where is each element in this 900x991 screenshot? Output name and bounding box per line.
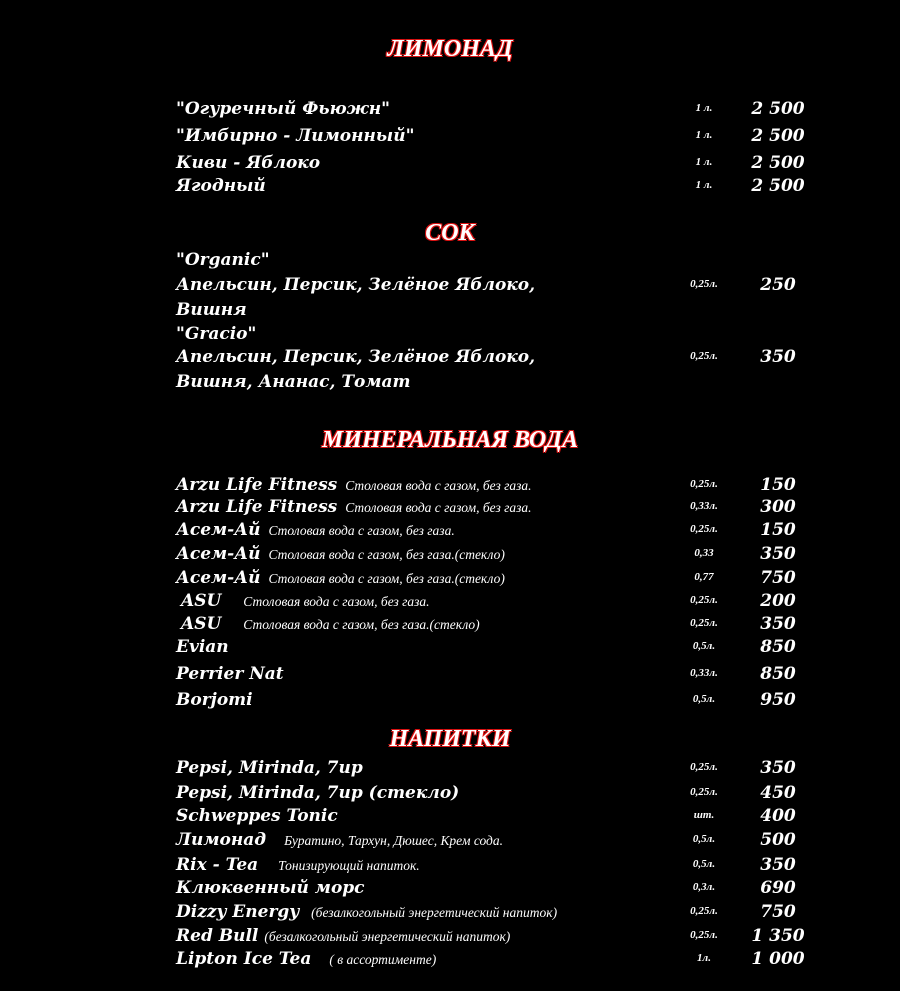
item-name: Arzu Life Fitness bbox=[176, 475, 338, 495]
item-volume: 0,5л. bbox=[692, 858, 716, 870]
juice-brand-name: "Gracio" bbox=[176, 324, 257, 344]
item-price: 750 bbox=[760, 568, 796, 588]
item-price: 350 bbox=[760, 855, 796, 875]
item-price: 350 bbox=[760, 758, 796, 778]
menu-row bbox=[0, 126, 900, 150]
juice-brand-organic bbox=[0, 250, 900, 274]
item-description: Столовая вода с газом, без газа. bbox=[268, 523, 455, 538]
item-name: Rix - Tea bbox=[176, 855, 259, 875]
juice-flavors: Вишня, Ананас, Томат bbox=[176, 372, 411, 392]
item-name: Pepsi, Mirinda, 7up bbox=[176, 758, 363, 778]
menu-row bbox=[0, 690, 900, 714]
menu-row bbox=[0, 520, 900, 544]
item-name: Асем-Ай bbox=[176, 520, 261, 540]
menu-row bbox=[0, 758, 900, 782]
menu-row bbox=[0, 902, 900, 926]
item-name: Borjomi bbox=[176, 690, 253, 710]
item-price: 750 bbox=[760, 902, 796, 922]
item-name: Arzu Life Fitness bbox=[176, 497, 338, 517]
item-volume: 0,33л. bbox=[690, 667, 718, 679]
item-description: Тонизирующий напиток. bbox=[278, 858, 420, 873]
item-volume: 0,33л. bbox=[690, 500, 718, 512]
item-name: Schweppes Tonic bbox=[176, 806, 338, 826]
juice-flavors: Апельсин, Персик, Зелёное Яблоко, bbox=[176, 347, 536, 367]
item-name: ASU bbox=[181, 591, 222, 611]
item-volume: 1л. bbox=[697, 952, 711, 964]
item-price: 2 500 bbox=[751, 126, 805, 146]
item-price: 1 000 bbox=[751, 949, 805, 969]
juice-flavors: Апельсин, Персик, Зелёное Яблоко, bbox=[176, 275, 536, 295]
item-description: Столовая вода с газом, без газа.(стекло) bbox=[268, 547, 505, 562]
item-price: 850 bbox=[760, 664, 796, 684]
item-volume: 0,25л. bbox=[690, 594, 718, 606]
item-volume: 0,25л. bbox=[690, 278, 718, 290]
item-price: 350 bbox=[760, 544, 796, 564]
item-price: 1 350 bbox=[751, 926, 805, 946]
item-volume: 0,25л. bbox=[690, 617, 718, 629]
item-name: Киви - Яблоко bbox=[176, 153, 321, 173]
item-name: Ягодный bbox=[176, 176, 266, 196]
item-price: 250 bbox=[760, 275, 796, 295]
item-volume: 1 л. bbox=[695, 179, 713, 191]
juice-flavors: Вишня bbox=[176, 300, 247, 320]
item-name: Lipton Ice Tea bbox=[176, 949, 312, 969]
item-volume: 0,3л. bbox=[692, 881, 716, 893]
item-name: Pepsi, Mirinda, 7up (стекло) bbox=[176, 783, 460, 803]
item-price: 350 bbox=[760, 614, 796, 634]
item-volume: 0,25л. bbox=[690, 786, 718, 798]
menu-row bbox=[0, 783, 900, 807]
item-name: Red Bull bbox=[176, 926, 259, 946]
item-name: Perrier Nat bbox=[176, 664, 284, 684]
section-title-juice: СОК bbox=[425, 220, 475, 246]
menu-row bbox=[0, 176, 900, 200]
item-volume: 0,25л. bbox=[690, 478, 718, 490]
menu-row bbox=[0, 591, 900, 615]
item-description: ( в ассортименте) bbox=[329, 952, 437, 967]
item-volume: 0,77 bbox=[694, 571, 714, 583]
item-name: Dizzy Energy bbox=[176, 902, 300, 922]
juice-flavors-cont bbox=[0, 300, 900, 324]
menu-row bbox=[0, 99, 900, 123]
item-description: Столовая вода с газом, без газа. bbox=[243, 594, 430, 609]
item-price: 2 500 bbox=[751, 153, 805, 173]
item-volume: 0,5л. bbox=[692, 833, 716, 845]
menu-row bbox=[0, 614, 900, 638]
menu-row bbox=[0, 806, 900, 830]
menu-row bbox=[0, 878, 900, 902]
item-volume: 1 л. bbox=[695, 102, 713, 114]
item-volume: 0,25л. bbox=[690, 929, 718, 941]
item-price: 850 bbox=[760, 637, 796, 657]
menu-row bbox=[0, 637, 900, 661]
item-volume: 0,33 bbox=[694, 547, 714, 559]
item-name: "Огуречный Фьюжн" bbox=[176, 99, 391, 119]
menu-row bbox=[0, 949, 900, 973]
item-price: 2 500 bbox=[751, 99, 805, 119]
item-volume: 0,25л. bbox=[690, 350, 718, 362]
item-name: Асем-Ай bbox=[176, 568, 261, 588]
item-price: 2 500 bbox=[751, 176, 805, 196]
item-price: 450 bbox=[760, 783, 796, 803]
menu-row bbox=[0, 568, 900, 592]
menu-row bbox=[0, 855, 900, 879]
item-volume: 0,5л. bbox=[692, 693, 716, 705]
menu-row bbox=[0, 664, 900, 688]
juice-brand-name: "Organic" bbox=[176, 250, 270, 270]
item-description: Столовая вода с газом, без газа.(стекло) bbox=[268, 571, 505, 586]
juice-flavors-cont bbox=[0, 372, 900, 396]
menu-row bbox=[0, 497, 900, 521]
item-description: (безалкогольный энергетический напиток) bbox=[311, 905, 558, 920]
item-price: 200 bbox=[760, 591, 796, 611]
item-price: 400 bbox=[760, 806, 796, 826]
item-name: Асем-Ай bbox=[176, 544, 261, 564]
menu-row bbox=[0, 275, 900, 299]
item-description: Буратино, Тархун, Дюшес, Крем сода. bbox=[284, 833, 504, 848]
item-volume: шт. bbox=[693, 809, 715, 821]
item-volume: 1 л. bbox=[695, 156, 713, 168]
section-title-lemonade: ЛИМОНАД bbox=[387, 36, 513, 62]
item-volume: 0,25л. bbox=[690, 905, 718, 917]
item-price: 950 bbox=[760, 690, 796, 710]
item-price: 350 bbox=[760, 347, 796, 367]
item-volume: 0,5л. bbox=[692, 640, 716, 652]
item-price: 690 bbox=[760, 878, 796, 898]
item-volume: 1 л. bbox=[695, 129, 713, 141]
menu-row bbox=[0, 153, 900, 177]
menu-row bbox=[0, 926, 900, 950]
item-price: 300 bbox=[760, 497, 796, 517]
item-price: 150 bbox=[760, 520, 796, 540]
section-title-mineral-water: МИНЕРАЛЬНАЯ ВОДА bbox=[321, 427, 579, 453]
item-description: (безалкогольный энергетический напиток) bbox=[264, 929, 511, 944]
item-name: ASU bbox=[181, 614, 222, 634]
item-price: 150 bbox=[760, 475, 796, 495]
item-description: Столовая вода с газом, без газа. bbox=[345, 500, 532, 515]
section-title-drinks: НАПИТКИ bbox=[389, 726, 511, 752]
item-name: Лимонад bbox=[176, 830, 267, 850]
item-name: Клюквенный морс bbox=[176, 878, 365, 898]
item-volume: 0,25л. bbox=[690, 761, 718, 773]
item-volume: 0,25л. bbox=[690, 523, 718, 535]
item-price: 500 bbox=[760, 830, 796, 850]
menu-row bbox=[0, 475, 900, 499]
menu-row bbox=[0, 830, 900, 854]
item-name: "Имбирно - Лимонный" bbox=[176, 126, 415, 146]
item-description: Столовая вода с газом, без газа. bbox=[345, 478, 532, 493]
menu-row bbox=[0, 347, 900, 371]
item-name: Evian bbox=[176, 637, 229, 657]
menu-row bbox=[0, 544, 900, 568]
item-description: Столовая вода с газом, без газа.(стекло) bbox=[243, 617, 480, 632]
juice-brand-gracio bbox=[0, 324, 900, 348]
